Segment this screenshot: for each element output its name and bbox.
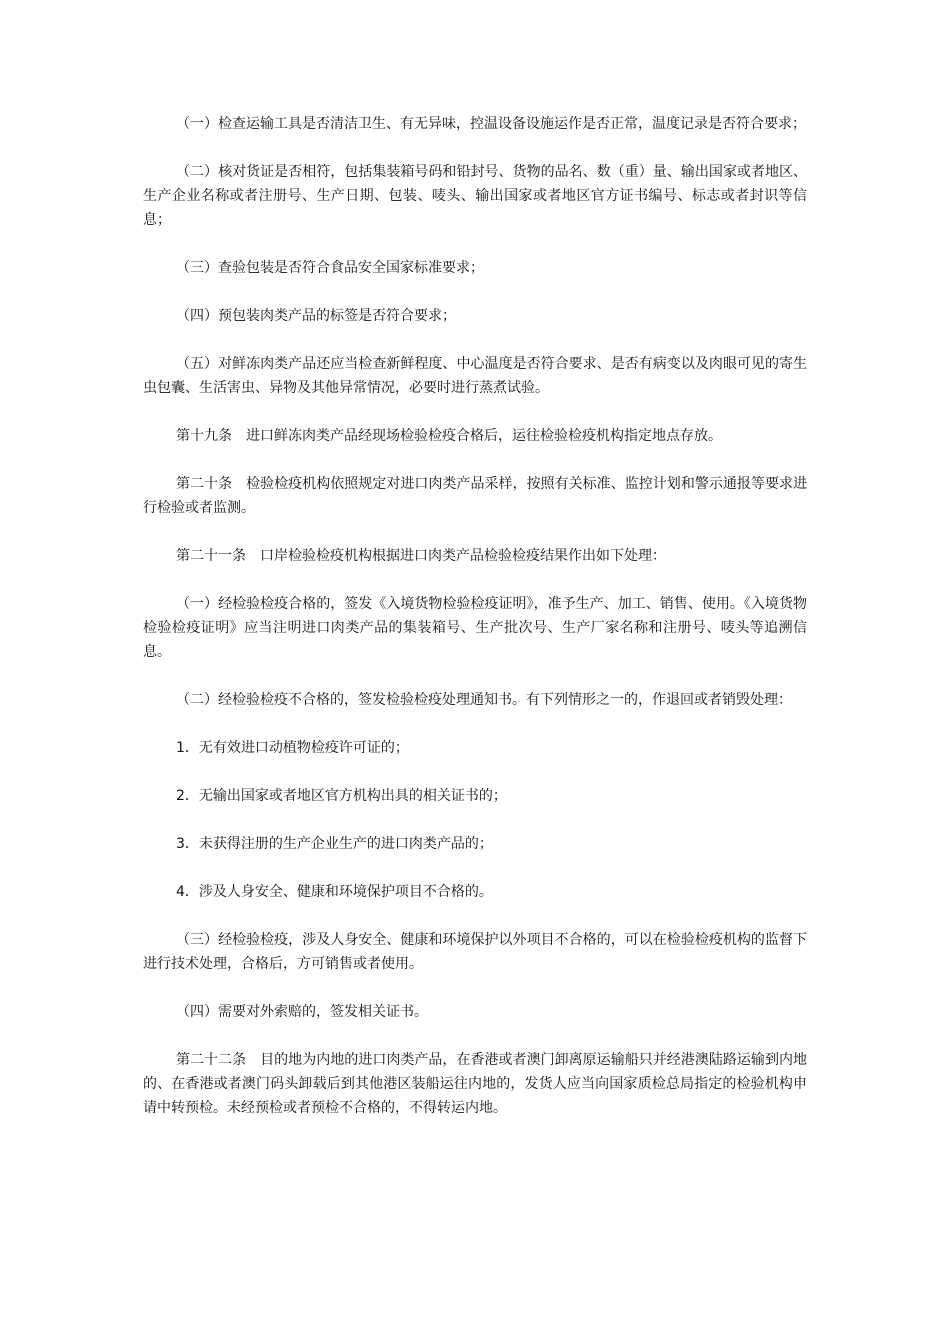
list-item: 2．无输出国家或者地区官方机构出具的相关证书的；: [176, 788, 507, 804]
paragraph: （五）对鲜冻肉类产品还应当检查新鲜程度、中心温度是否符合要求、是否有病变以及肉眼可见的寄生虫包囊、生活害虫、异物及其他异常情况，必要时进行蒸煮试验。: [143, 356, 807, 396]
article-paragraph: 第二十二条 目的地为内地的进口肉类产品，在香港或者澳门卸离原运输船只并经港澳陆路运输到内地的、在香港或者澳门码头卸载后到其他港区装船运往内地的，发货人应当向国家质检总局指定的检验机构申请中转预检。未经预检或者预检不合格的，不得转运内地。: [143, 1052, 807, 1116]
paragraph: （三）查验包装是否符合食品安全国家标准要求；: [176, 260, 484, 276]
article-paragraph: 第十九条 进口鲜冻肉类产品经现场检验检疫合格后，运往检验检疫机构指定地点存放。: [176, 428, 722, 444]
list-item: 4．涉及人身安全、健康和环境保护项目不合格的。: [176, 884, 493, 900]
paragraph: （二）核对货证是否相符，包括集装箱号码和铅封号、货物的品名、数（重）量、输出国家或者地区、生产企业名称或者注册号、生产日期、包装、唛头、输出国家或者地区官方证书编号、标志或者封识等信息；: [143, 164, 807, 228]
paragraph: （二）经检验检疫不合格的，签发检验检疫处理通知书。有下列情形之一的，作退回或者销毁处理：: [176, 692, 792, 708]
list-item: 3．未获得注册的生产企业生产的进口肉类产品的；: [176, 836, 493, 852]
paragraph: （四）预包装肉类产品的标签是否符合要求；: [176, 308, 456, 324]
document-page: [143, 112, 807, 1144]
paragraph: （三）经检验检疫，涉及人身安全、健康和环境保护以外项目不合格的，可以在检验检疫机构的监督下进行技术处理，合格后，方可销售或者使用。: [143, 932, 807, 972]
list-item: 1．无有效进口动植物检疫许可证的；: [176, 740, 409, 756]
article-paragraph: 第二十条 检验检疫机构依照规定对进口肉类产品采样，按照有关标准、监控计划和警示通报等要求进行检验或者监测。: [143, 476, 807, 516]
paragraph: （一）检查运输工具是否清洁卫生、有无异味，控温设备设施运作是否正常，温度记录是否符合要求；: [176, 116, 806, 132]
paragraph: （四）需要对外索赔的，签发相关证书。: [176, 1004, 428, 1020]
paragraph: （一）经检验检疫合格的，签发《入境货物检验检疫证明》，准予生产、加工、销售、使用。《入境货物检验检疫证明》应当注明进口肉类产品的集装箱号、生产批次号、生产厂家名称和注册号、唛头等追溯信息。: [143, 596, 807, 660]
article-paragraph: 第二十一条 口岸检验检疫机构根据进口肉类产品检验检疫结果作出如下处理：: [176, 548, 666, 564]
